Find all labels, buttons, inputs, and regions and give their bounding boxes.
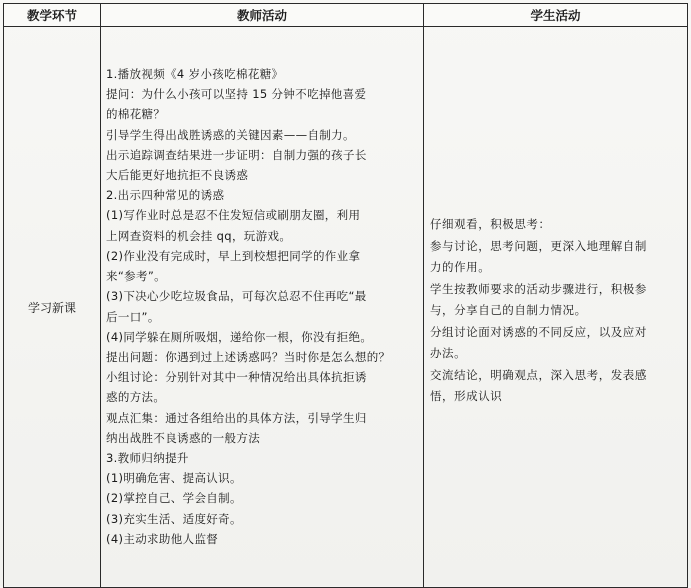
teacher-line: 观点汇集：通过各组给出的具体方法，引导学生归 xyxy=(106,410,367,425)
teacher-line: (2)掌控自己、学会自制。 xyxy=(106,491,242,506)
teacher-line: 大后能更好地抗拒不良诱惑 xyxy=(106,168,249,183)
lesson-plan-table xyxy=(3,3,688,588)
student-line: 力的作用。 xyxy=(430,260,491,275)
student-line: 与，分享自己的自制力情况。 xyxy=(430,303,587,318)
student-line: 办法。 xyxy=(430,346,467,361)
teacher-line: 纳出战胜不良诱惑的一般方法 xyxy=(106,430,261,445)
teacher-line: 提出问题：你遇到过上述诱惑吗？当时你是怎么想的？ xyxy=(106,349,391,364)
teacher-line: 1.播放视频《4 岁小孩吃棉花糖》 xyxy=(106,67,284,82)
teacher-line: 的棉花糖？ xyxy=(106,107,166,122)
teacher-line: (1)明确危害、提高认识。 xyxy=(106,471,242,486)
teacher-line: 3.教师归纳提升 xyxy=(106,450,189,465)
teacher-line: 惑的方法。 xyxy=(106,390,166,405)
teacher-line: (3)充实生活、适度好奇。 xyxy=(106,511,242,526)
teacher-line: 提问：为什么小孩可以坚持 15 分钟不吃掉他喜爱 xyxy=(106,87,367,102)
header-row xyxy=(4,4,688,27)
teacher-line: (2)作业没有完成时，早上到校想把同学的作业拿 xyxy=(106,248,361,263)
header-teacher-activity: 教师活动 xyxy=(101,4,424,27)
header-student-activity: 学生活动 xyxy=(424,4,688,27)
student-line: 仔细观看，积极思考： xyxy=(430,217,551,232)
teacher-line: 上网查资料的机会挂 qq，玩游戏。 xyxy=(106,228,292,243)
teacher-line: (3)下决心少吃垃圾食品，可每次总忍不住再吃“最 xyxy=(106,289,367,304)
student-line: 分组讨论面对诱惑的不同反应，以及应对 xyxy=(430,324,647,339)
teacher-line: (4)主动求助他人监督 xyxy=(106,531,219,546)
header-stage: 教学环节 xyxy=(4,4,101,27)
teacher-line: (4)同学躲在厕所吸烟，递给你一根，你没有拒绝。 xyxy=(106,329,373,344)
student-activity-text xyxy=(430,214,683,408)
teacher-line: 来“参考”。 xyxy=(106,269,167,284)
student-line: 学生按教师要求的活动步骤进行，积极参 xyxy=(430,281,647,296)
teacher-line: (1)写作业时总是忍不住发短信或刷朋友圈，利用 xyxy=(106,208,361,223)
teacher-line: 小组讨论：分别针对其中一种情况给出具体抗拒诱 xyxy=(106,370,367,385)
student-line: 交流结论，明确观点，深入思考，发表感 xyxy=(430,367,647,382)
student-line: 悟，形成认识 xyxy=(430,389,503,404)
teacher-line: 2.出示四种常见的诱惑 xyxy=(106,188,225,203)
teacher-line: 后一口”。 xyxy=(106,309,160,324)
teacher-line: 引导学生得出战胜诱惑的关键因素——自制力。 xyxy=(106,127,355,142)
teacher-line: 出示追踪调查结果进一步证明：自制力强的孩子长 xyxy=(106,147,367,162)
table-row xyxy=(4,27,688,588)
student-line: 参与讨论，思考问题，更深入地理解自制 xyxy=(430,238,647,253)
student-activity-cell xyxy=(424,27,688,588)
stage-cell: 学习新课 xyxy=(4,27,101,588)
teacher-activity-cell xyxy=(101,27,424,588)
